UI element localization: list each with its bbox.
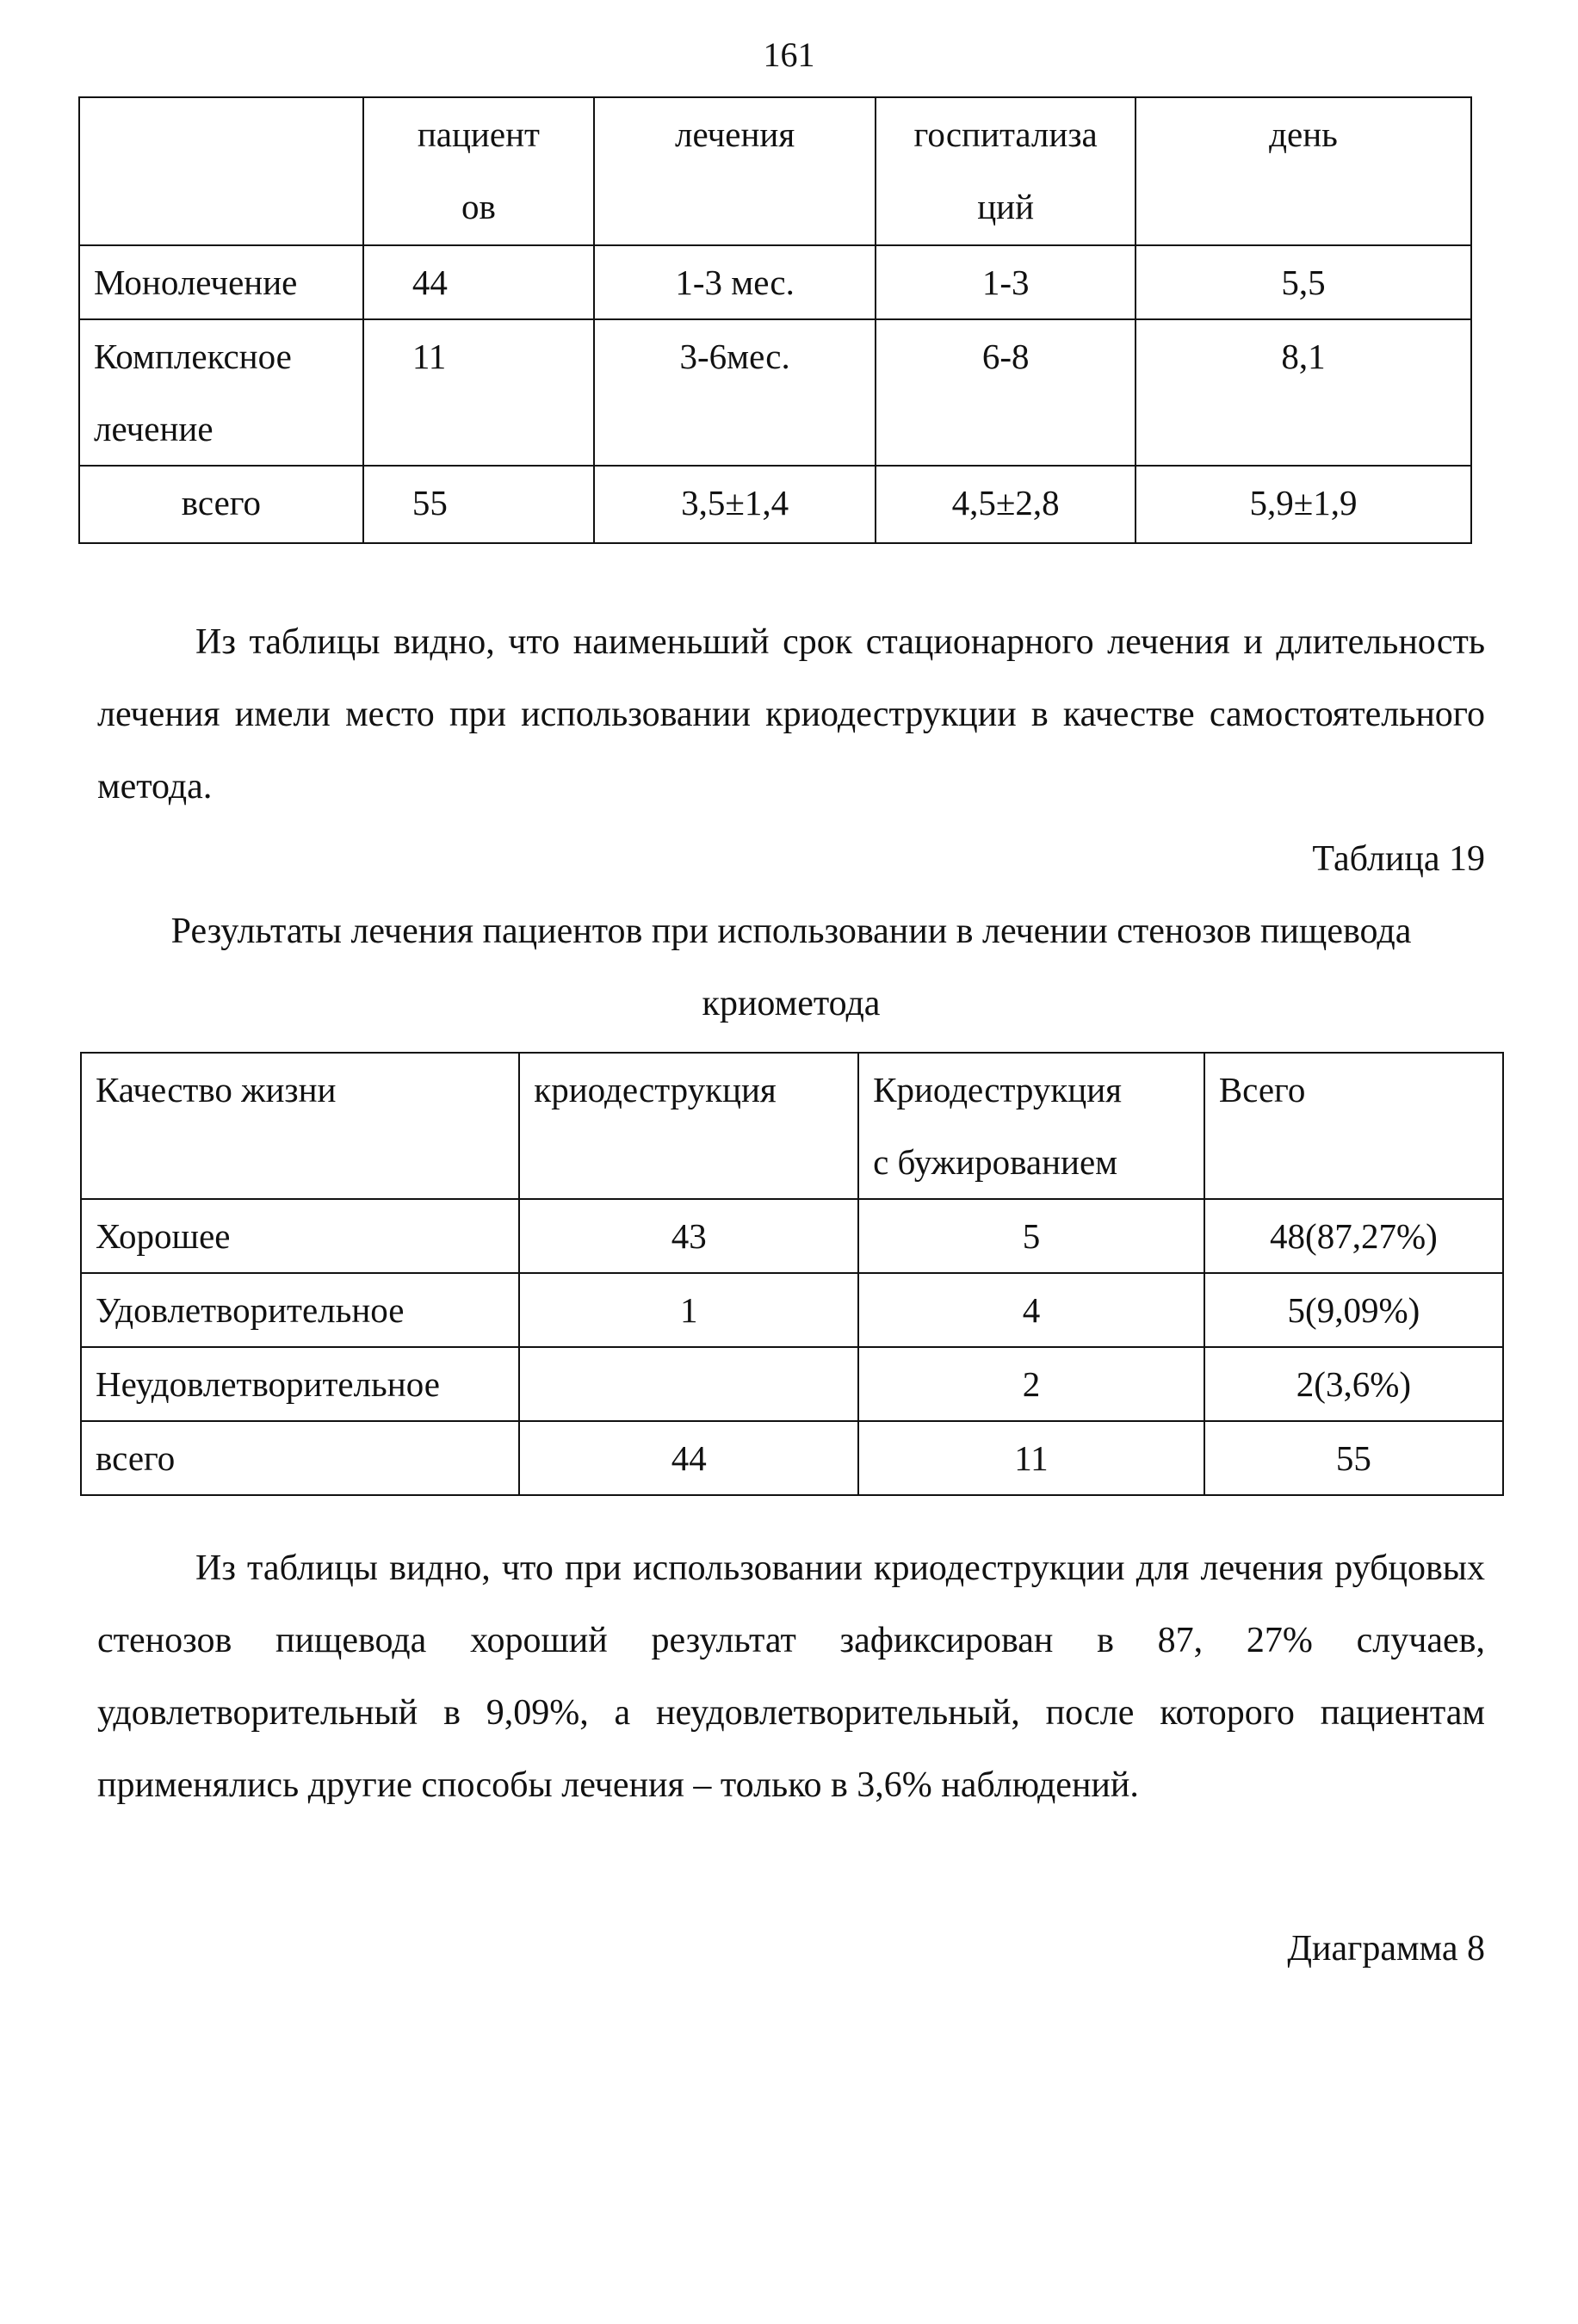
table-cell: 5(9,09%) <box>1204 1273 1503 1347</box>
table-row <box>81 1421 1503 1495</box>
table-cell: 5,9±1,9 <box>1136 466 1471 543</box>
diagram-label: Диаграмма 8 <box>1287 1929 1485 1969</box>
table-cell <box>79 319 363 466</box>
treatment-duration-table <box>78 96 1472 544</box>
table-cell: всего <box>81 1421 519 1495</box>
table-cell: Неудовлетворительное <box>81 1347 519 1421</box>
table-cell: 1-3 мес. <box>594 245 876 319</box>
quality-of-life-table <box>80 1052 1504 1496</box>
paragraph: Из таблицы видно, что наименьший срок стационарного лечения и длительность лечения имели место при использовании криодеструкции в качестве самостоятельного метода. <box>97 622 1485 807</box>
page-number: 161 <box>763 35 815 74</box>
header-line: Криодеструкция с бужированием <box>873 1070 1123 1182</box>
table-caption: Результаты лечения пациентов при использовании в лечении стенозов пищевода криометода <box>170 912 1412 1023</box>
table-cell: 4,5±2,8 <box>876 466 1136 543</box>
table-cell: Удовлетворительное <box>81 1273 519 1347</box>
table-header-cell: лечения <box>594 97 876 245</box>
table-header-row <box>79 97 1471 245</box>
table-row <box>79 319 1471 466</box>
table-cell: 2(3,6%) <box>1204 1347 1503 1421</box>
table-cell <box>519 1347 858 1421</box>
table-header-row <box>81 1053 1503 1199</box>
table-cell: Монолечение <box>79 245 363 319</box>
table-cell: всего <box>79 466 363 543</box>
table-cell: 2 <box>858 1347 1204 1421</box>
table-row <box>79 466 1471 543</box>
table-cell: 44 <box>363 245 594 319</box>
table-header-cell: день <box>1136 97 1471 245</box>
header-line: госпитализа ций <box>913 114 1098 226</box>
table-cell: 5 <box>858 1199 1204 1273</box>
header-line: пациент ов <box>417 114 540 226</box>
table-cell: 1-3 <box>876 245 1136 319</box>
table-cell: 1 <box>519 1273 858 1347</box>
table-cell: 3-6мес. <box>594 319 876 466</box>
cell-text: Комплексное лечение <box>94 337 292 448</box>
table-cell: 55 <box>363 466 594 543</box>
table-cell: 6-8 <box>876 319 1136 466</box>
table-row <box>81 1199 1503 1273</box>
table-label: Таблица 19 <box>1312 839 1485 879</box>
table-cell: 4 <box>858 1273 1204 1347</box>
table-header-cell <box>858 1053 1204 1199</box>
table-cell: 11 <box>363 319 594 466</box>
table-header-cell: криодеструкция <box>519 1053 858 1199</box>
table-cell: 8,1 <box>1136 319 1471 466</box>
table-header-cell: Всего <box>1204 1053 1503 1199</box>
table-cell: 55 <box>1204 1421 1503 1495</box>
table-row <box>81 1273 1503 1347</box>
table-cell: 48(87,27%) <box>1204 1199 1503 1273</box>
paragraph: Из таблицы видно, что при использовании криодеструкции для лечения рубцовых стенозов пищевода хороший результат зафиксирован в 87, 27% случаев, удовлетворительный в 9,09%, а неудовлетворительный, после которого пациентам применялись другие способы лечения – только в 3,6% наблюдений. <box>97 1548 1485 1805</box>
table-cell: 11 <box>858 1421 1204 1495</box>
table-cell: 3,5±1,4 <box>594 466 876 543</box>
table-header-cell <box>79 97 363 245</box>
table-cell: 44 <box>519 1421 858 1495</box>
table-header-cell: Качество жизни <box>81 1053 519 1199</box>
table-row <box>79 245 1471 319</box>
table-row <box>81 1347 1503 1421</box>
table-cell: 5,5 <box>1136 245 1471 319</box>
table-header-cell <box>363 97 594 245</box>
table-cell: 43 <box>519 1199 858 1273</box>
table-cell: Хорошее <box>81 1199 519 1273</box>
table-header-cell <box>876 97 1136 245</box>
